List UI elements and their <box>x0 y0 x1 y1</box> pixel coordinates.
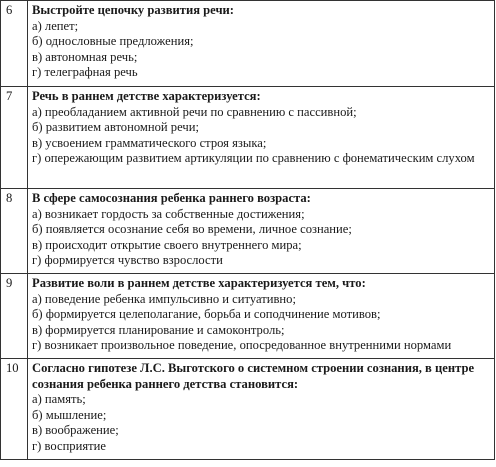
answer-option: в) воображение; <box>32 423 119 438</box>
answer-option: г) восприятие <box>32 438 106 453</box>
question-row-7 <box>1 87 495 189</box>
question-text: Развитие воли в раннем детстве характеризуется тем, что: <box>32 276 366 290</box>
answer-option: б) появляется осознание себя во времени, личное сознание; <box>32 222 352 237</box>
question-text: Выстройте цепочку развития речи: <box>32 3 234 17</box>
answer-option: а) поведение ребенка импульсивно и ситуативно; <box>32 291 296 306</box>
answer-option: б) однословные предложения; <box>32 34 194 49</box>
answer-option: г) опережающим развитием артикуляции по сравнению с фонематическим слухом <box>32 151 475 166</box>
question-cell <box>28 359 495 460</box>
answer-option: в) происходит открытие своего внутреннего мира; <box>32 237 302 252</box>
question-text: Согласно гипотезе Л.С. Выготского о системном строении сознания, в центре сознания ребенка раннего детства становится: <box>32 361 475 391</box>
question-cell <box>28 274 495 359</box>
answer-option: а) преобладанием активной речи по сравнению с пассивной; <box>32 104 357 119</box>
answer-option: в) усвоением грамматического строя языка; <box>32 135 267 150</box>
question-number: 6 <box>1 1 28 87</box>
question-row-8 <box>1 189 495 274</box>
answer-option: б) формируется целеполагание, борьба и соподчинение мотивов; <box>32 307 381 322</box>
question-text: Речь в раннем детстве характеризуется: <box>32 89 261 103</box>
answer-option: а) память; <box>32 392 86 407</box>
question-cell <box>28 1 495 87</box>
question-row-10 <box>1 359 495 460</box>
answer-option: а) возникает гордость за собственные достижения; <box>32 206 305 221</box>
question-number: 8 <box>1 189 28 274</box>
question-number: 7 <box>1 87 28 189</box>
answer-option: г) возникает произвольное поведение, опосредованное внутренними нормами <box>32 338 452 353</box>
answer-option: в) автономная речь; <box>32 49 138 64</box>
question-row-9 <box>1 274 495 359</box>
answer-option: в) формируется планирование и самоконтроль; <box>32 322 285 337</box>
question-number: 10 <box>1 359 28 460</box>
question-row-6 <box>1 1 495 87</box>
answer-option: г) формируется чувство взрослости <box>32 253 223 268</box>
question-text: В сфере самосознания ребенка раннего возраста: <box>32 191 311 205</box>
answer-option: б) мышление; <box>32 407 107 422</box>
answer-option: б) развитием автономной речи; <box>32 120 199 135</box>
question-number: 9 <box>1 274 28 359</box>
answer-option: а) лепет; <box>32 18 79 33</box>
answer-option: г) телеграфная речь <box>32 65 138 80</box>
question-cell <box>28 87 495 189</box>
question-cell <box>28 189 495 274</box>
